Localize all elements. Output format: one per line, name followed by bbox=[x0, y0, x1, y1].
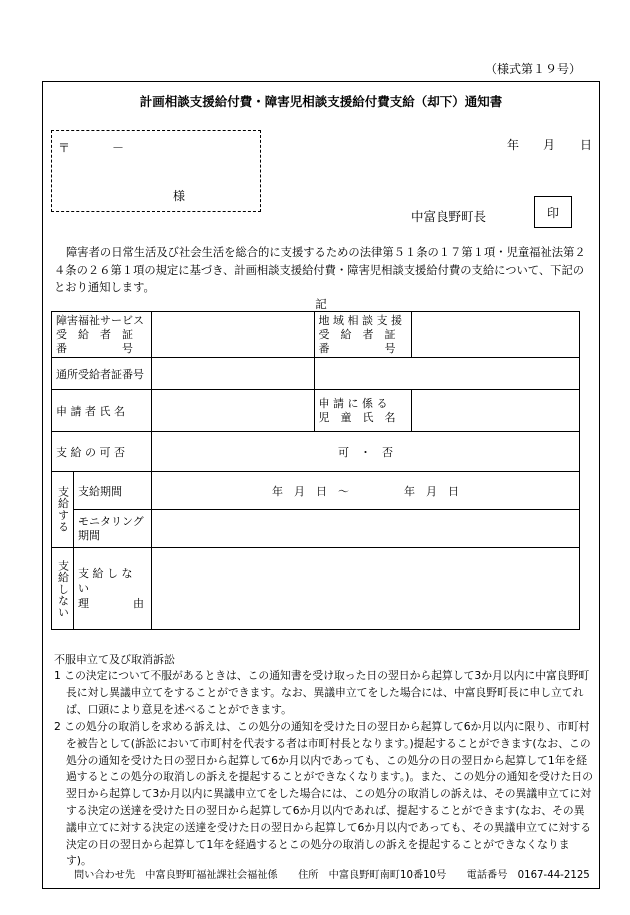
appeal-heading: 不服申立て及び取消訴訟 bbox=[54, 653, 175, 666]
welfare-service-no-field bbox=[151, 312, 314, 358]
date-year: 年 bbox=[507, 138, 520, 152]
contact-info: 問い合わせ先 中富良野町福祉課社会福祉係 住所 中富良野町南町10番10号 電話番号 0167-44-2125 bbox=[74, 870, 590, 881]
nongrant-label: 支給しない bbox=[52, 548, 74, 630]
address-box bbox=[51, 130, 261, 212]
form-number: （様式第１９号） bbox=[485, 62, 582, 76]
grant-label: 支給する bbox=[52, 472, 74, 548]
ki-heading: 記 bbox=[315, 297, 327, 311]
body-paragraph: 障害者の日常生活及び社会生活を総合的に支援するための法律第５１条の１７第１項・児童福祉法第２４条の２６第１項の規定に基づき、計画相談支援給付費・障害児相談支援給付費の支給について、下記のとおり通知します。 bbox=[54, 246, 586, 294]
table-row bbox=[52, 548, 580, 630]
day-service-no-field bbox=[151, 358, 314, 390]
postal-mark: 〒 bbox=[58, 141, 71, 155]
period-label: 支給期間 bbox=[73, 472, 151, 510]
table-row bbox=[52, 432, 580, 472]
table-row bbox=[52, 312, 580, 358]
date-day: 日 bbox=[580, 138, 593, 152]
date-month: 月 bbox=[543, 138, 556, 152]
approval-label: 支 給 の 可 否 bbox=[52, 432, 152, 472]
monitoring-label: モニタリング期間 bbox=[73, 510, 151, 548]
reason-label: 支 給 し な い 理 由 bbox=[73, 548, 151, 630]
welfare-service-no-label: 障害福祉サービス 受 給 者 証 番 号 bbox=[52, 312, 152, 358]
day-service-no-label: 通所受給者証番号 bbox=[52, 358, 152, 390]
table-row bbox=[52, 472, 580, 510]
document-title: 計画相談支援給付費・障害児相談支援給付費支給（却下）通知書 bbox=[139, 94, 503, 109]
honorific: 様 bbox=[173, 189, 186, 203]
approval-value: 可 ・ 否 bbox=[151, 432, 579, 472]
monitoring-field bbox=[151, 510, 579, 548]
community-support-no-label: 地 域 相 談 支 援 受 給 者 証 番 号 bbox=[314, 312, 412, 358]
child-name-label: 申 請 に 係 る 児 童 氏 名 bbox=[314, 390, 412, 432]
appeal-item-1: 1 この決定について不服があるときは、この通知書を受け取った日の翌日から起算して3か月以内に中富良野町長に対し異議申立てをすることができます。なお、異議申立てをした場合には、中富良野町長に申し立てれば、口頭により意見を述べることができます。 bbox=[54, 669, 590, 716]
community-support-no-field bbox=[412, 312, 580, 358]
reason-field bbox=[151, 548, 579, 630]
child-name-field bbox=[412, 390, 580, 432]
table-row bbox=[52, 510, 580, 548]
seal-box: 印 bbox=[534, 196, 572, 228]
table-row bbox=[52, 390, 580, 432]
applicant-name-field bbox=[151, 390, 314, 432]
table-row bbox=[52, 358, 580, 390]
day-service-blank bbox=[314, 358, 580, 390]
period-value: 年 月 日 ～ 年 月 日 bbox=[151, 472, 579, 510]
applicant-name-label: 申 請 者 氏 名 bbox=[52, 390, 152, 432]
postal-dash: － bbox=[112, 141, 125, 155]
issuer-name: 中富良野町長 bbox=[411, 209, 487, 224]
appeal-item-2: 2 この処分の取消しを求める訴えは、この処分の通知を受けた日の翌日から起算して6か月以内に限り、市町村を被告として(訴訟において市町村を代表する者は市町村長となります。)提起することができます(なお、この処分の通知を受けた日の翌日から起算して6か月以内であっても、この処分の日の翌日から起算して1年を経過するとこの処分の取消しの訴えを提起することができなくなります。)。また、この処分の通知を受けた日の翌日から起算して3か月以内に異議申立てをした場合には、この処分の取消しの訴えは、その異議申立てに対する決定の送達を受けた日の翌日から起算して6か月以内であれば、提起することができます(なお、その異議申立てに対する決定の送達を受けた日の翌日から起算して6か月以内であっても、その異議申立てに対する決定の日の翌日から起算して1年を経過するとこの処分の取消しの訴えを提起することができなくなります)。 bbox=[54, 720, 593, 868]
detail-table bbox=[51, 311, 580, 630]
